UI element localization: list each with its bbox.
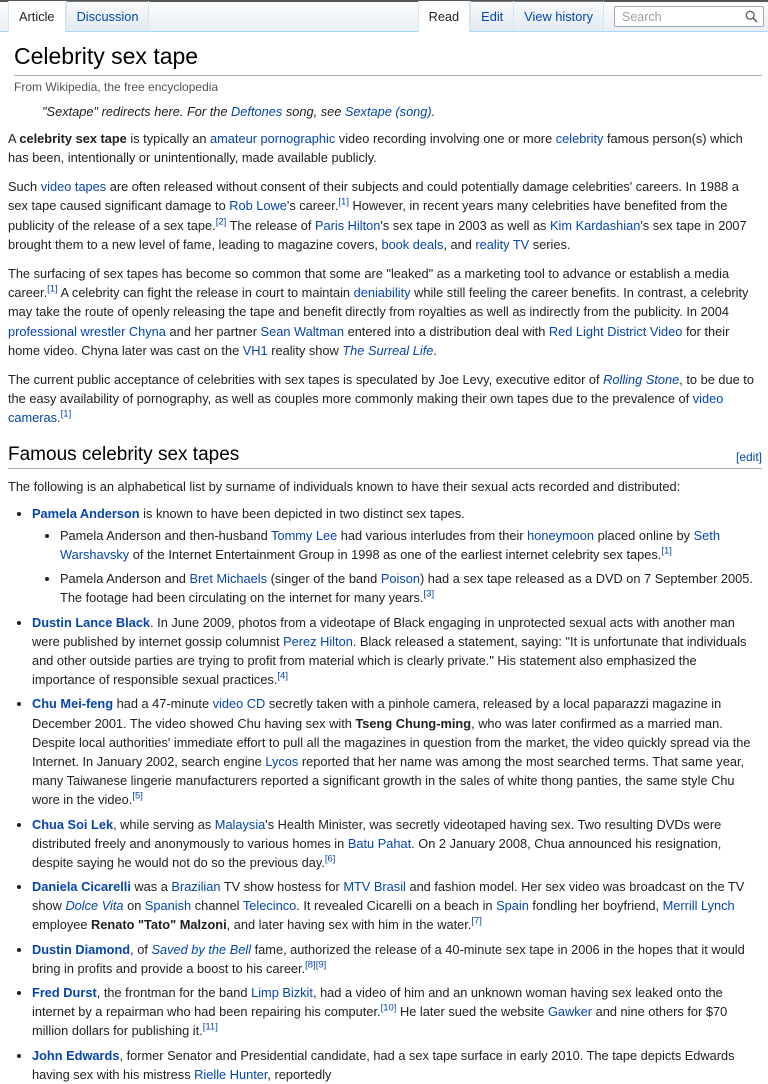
text-segment: The surfacing of sex tapes has become so common that some are "leaked" as a marketing tool to advance or establish a media career.: [8, 266, 730, 301]
list-item: [32, 815, 762, 873]
article-paragraph-4: [8, 370, 762, 428]
text-segment: Tseng Chung-ming: [355, 715, 472, 731]
wiki-link[interactable]: Daniela Cicarelli: [32, 879, 131, 895]
wiki-link[interactable]: deniability: [353, 285, 411, 301]
reference-link[interactable]: [6]: [324, 853, 336, 865]
text-segment: A: [8, 130, 20, 146]
wiki-link[interactable]: Rolling Stone: [603, 371, 680, 387]
wiki-link[interactable]: Rielle Hunter: [194, 1066, 268, 1082]
wiki-link[interactable]: The Surreal Life: [342, 342, 434, 358]
wiki-link[interactable]: Sean Waltman: [260, 323, 345, 339]
text-segment: . In June 2009, photos from a videotape of Black engaging in unprotected sexual acts with another man were published by internet gossip columnist: [32, 614, 735, 649]
reference-link[interactable]: [1]: [47, 283, 58, 295]
article-paragraph-3: [8, 264, 762, 360]
text-segment: on: [123, 898, 145, 914]
text-segment: .: [57, 410, 61, 426]
wiki-link[interactable]: amateur pornographic: [210, 130, 336, 146]
text-segment: is typically an: [126, 130, 211, 146]
section-heading: [8, 444, 762, 469]
wiki-link[interactable]: John Edwards: [32, 1047, 120, 1063]
wiki-link[interactable]: Tommy Lee: [271, 527, 338, 543]
text-segment: . Black released a statement, saying: "It is unfortunate that individuals and other outside parties are trying to profit from material which is clearly private." His statement also emphasized the importance of responsible sexual practices.: [32, 633, 747, 688]
hatnote: [42, 104, 762, 119]
sub-list-item-text: [60, 528, 720, 562]
text-segment: and fashion model. Her sex video was broadcast on the TV show: [32, 879, 745, 914]
sub-list-item: [60, 569, 762, 607]
wiki-link[interactable]: Deftones: [231, 103, 283, 119]
text-segment: Pamela Anderson and then-husband: [60, 527, 272, 543]
search-box[interactable]: [614, 6, 764, 27]
page-tab-bar: [0, 2, 768, 32]
text-segment: , of: [130, 941, 152, 957]
wiki-link[interactable]: Telecinco: [242, 898, 297, 914]
text-segment: , reportedly: [267, 1066, 332, 1082]
wiki-link[interactable]: Spanish: [144, 898, 192, 914]
list-item-text: [32, 506, 465, 521]
list-item: [32, 983, 762, 1041]
section-edit-link[interactable]: [edit]: [735, 449, 762, 464]
wiki-link[interactable]: Bret Michaels: [189, 571, 268, 587]
text-segment: , to be due to the easy availability of pornography, as well as couples more commonly making their own tapes due to the prevalence of: [8, 371, 754, 407]
text-segment: had a 47-minute: [113, 696, 213, 712]
text-segment: and nine others for $70 million dollars for publishing it.: [32, 1004, 728, 1039]
wiki-link[interactable]: professional wrestler: [8, 323, 126, 339]
reference-link[interactable]: [2]: [215, 216, 227, 228]
text-segment: TV show hostess for: [220, 879, 344, 895]
wiki-link[interactable]: Pamela Anderson: [32, 505, 140, 521]
text-segment: , and later having sex with him in the water.: [226, 917, 472, 933]
list-intro: The following is an alphabetical list by surname of individuals known to have their sexual acts recorded and distributed:: [8, 478, 681, 494]
wiki-link[interactable]: Limp Bizkit: [251, 985, 313, 1001]
tab-edit[interactable]: Edit: [470, 1, 513, 31]
text-segment: The current public acceptance of celebrities with sex tapes is speculated by Joe Levy, executive editor of: [8, 371, 604, 387]
text-segment: entered into a distribution deal with: [344, 323, 549, 339]
wiki-link[interactable]: book deals: [381, 236, 444, 252]
wiki-link[interactable]: Chua Soi Lek: [32, 816, 114, 832]
wiki-link[interactable]: Spain: [496, 898, 529, 914]
text-segment: A celebrity can fight the release in court to maintain: [57, 285, 354, 301]
text-segment: and her partner: [165, 323, 261, 339]
wiki-link[interactable]: Saved by the Bell: [151, 941, 252, 957]
wiki-link[interactable]: Dustin Lance Black: [32, 614, 151, 630]
wiki-link[interactable]: video cameras: [8, 391, 724, 426]
list-item: [32, 694, 762, 809]
reference-link[interactable]: [1]: [338, 197, 349, 209]
list-item-text: [32, 1048, 735, 1082]
reference-link[interactable]: [3]: [423, 589, 435, 601]
sub-list-item: [60, 526, 762, 564]
list-item-text: [32, 817, 721, 870]
wiki-link[interactable]: video CD: [212, 696, 266, 712]
reference-link[interactable]: [8][9]: [305, 959, 327, 971]
wiki-link[interactable]: Lycos: [265, 753, 299, 769]
wiki-link[interactable]: Merrill Lynch: [662, 898, 735, 914]
tab-read[interactable]: Read: [418, 1, 471, 32]
text-segment: 's Health Minister, was secretly videotaped having sex. Two resulting DVDs were distributed freely and anonymously to various homes in: [32, 816, 722, 851]
text-segment: had various interludes from their: [337, 527, 528, 543]
text-segment: , former Senator and Presidential candidate, had a sex tape surface in early 2010. The tape depicts Edwards having sex with his mistress: [32, 1047, 735, 1082]
wiki-link[interactable]: VH1: [242, 342, 268, 358]
list-item-text: [32, 615, 746, 688]
text-segment: . It revealed Cicarelli on a beach in: [296, 898, 497, 914]
text-segment: Pamela Anderson and: [60, 571, 190, 587]
text-segment: The release of: [226, 217, 315, 233]
wiki-link[interactable]: Seth Warshavsky: [60, 527, 720, 563]
reference-link[interactable]: [4]: [277, 670, 288, 682]
wiki-link[interactable]: Kim Kardashian: [550, 217, 641, 233]
search-icon[interactable]: [745, 10, 758, 23]
famous-list: [8, 504, 762, 1084]
text-segment: .: [433, 342, 437, 358]
sub-list-item-text: [60, 571, 753, 605]
wiki-link[interactable]: Chu Mei-feng: [32, 696, 114, 712]
list-item: [32, 504, 762, 608]
namespace-tabs: [8, 1, 149, 31]
wiki-link[interactable]: Perez Hilton: [283, 633, 353, 649]
wiki-link[interactable]: celebrity: [555, 130, 604, 146]
text-segment: for their home video. Chyna later was cast on the: [8, 323, 730, 358]
text-segment: while still feeling the career benefits. In contrast, a celebrity may take the route of openly releasing the tape and benefit directly from royalties as well as indirectly from the publicity. In 2004: [8, 285, 749, 320]
reference-link[interactable]: [5]: [132, 791, 143, 803]
wiki-link[interactable]: reality TV: [475, 236, 530, 252]
wiki-link[interactable]: Paris Hilton: [314, 217, 381, 233]
list-item: [32, 940, 762, 978]
text-segment: He later sued the website: [396, 1004, 548, 1020]
wiki-link[interactable]: MTV Brasil: [343, 879, 406, 895]
reference-link[interactable]: [7]: [471, 916, 482, 928]
text-segment: Renato "Tato" Malzoni: [91, 917, 227, 933]
page-title: Celebrity sex tape: [14, 42, 762, 76]
article-paragraph-1: [8, 129, 762, 167]
text-segment: reported that her name was among the most searched terms. That same year, many Taiwanese lingerie manufacturers reported a significant growth in the sales of white thong panties, the same style Chu wore in the video.: [32, 753, 745, 808]
text-segment: reality show: [267, 342, 343, 358]
section-heading-text: Famous celebrity sex tapes: [8, 443, 240, 465]
wiki-link[interactable]: video tapes: [40, 179, 107, 195]
text-segment: channel: [191, 898, 243, 914]
article-paragraph-2: [8, 177, 762, 254]
wiki-link[interactable]: Malaysia: [214, 816, 266, 832]
wiki-link[interactable]: Red Light District Video: [548, 323, 683, 339]
text-segment: , while serving as: [113, 816, 215, 832]
text-segment: However, in recent years many celebrities have benefited from the publicity of the release of a sex tape.: [8, 198, 728, 233]
text-segment: "Sextape" redirects here. For the: [42, 103, 232, 119]
text-segment: famous person(s) which has been, intentionally or unintentionally, made available publicly.: [8, 130, 743, 166]
list-item: [32, 613, 762, 690]
text-segment: fame, authorized the release of a 40-minute sex tape in 2006 in the hopes that it would bring in profits and provide a boost to his career.: [32, 941, 745, 976]
text-segment: of the Internet Entertainment Group in 1998 as one of the earliest internet celebrity sex tapes.: [129, 547, 662, 563]
list-item: [32, 1046, 762, 1084]
text-segment: ) had a sex tape released as a DVD on 7 September 2005. The footage had been circulating on the internet for many years.: [60, 571, 753, 606]
wiki-link[interactable]: Gawker: [547, 1004, 593, 1020]
reference-link[interactable]: [1]: [661, 545, 672, 557]
text-segment: was a: [130, 879, 172, 895]
text-segment: , had a video of him and an unknown woman having sex leaked onto the internet by a repairman who had been repairing his computer.: [32, 985, 723, 1020]
text-segment: fondling her boyfriend,: [528, 898, 663, 914]
tab-article[interactable]: Article: [8, 1, 66, 32]
text-segment: song, see: [282, 103, 345, 119]
reference-link[interactable]: [11]: [202, 1022, 218, 1034]
wiki-link[interactable]: Poison: [380, 571, 420, 587]
text-segment: 's sex tape in 2003 as well as: [380, 217, 551, 233]
wiki-link[interactable]: Rob Lowe: [229, 198, 287, 214]
wiki-link[interactable]: Brazilian: [171, 879, 221, 895]
text-segment: celebrity sex tape: [19, 130, 127, 146]
text-segment: (singer of the band: [267, 571, 381, 587]
text-segment: , the frontman for the band: [96, 985, 252, 1001]
wiki-link[interactable]: Dolce Vita: [65, 898, 124, 914]
wiki-link[interactable]: Fred Durst: [32, 985, 97, 1001]
sub-list: [32, 526, 762, 608]
view-controls: [418, 1, 768, 31]
text-segment: . On 2 January 2008, Chua announced his resignation, despite saying he would not do so the previous day.: [32, 835, 722, 870]
reference-link[interactable]: [1]: [60, 409, 72, 421]
text-segment: , and: [443, 236, 476, 252]
list-item-text: [32, 942, 745, 976]
text-segment: employee: [32, 917, 92, 933]
view-tabs: [418, 1, 604, 31]
text-segment: series.: [529, 236, 571, 252]
wiki-link[interactable]: honeymoon: [527, 527, 595, 543]
tab-view-history[interactable]: View history: [513, 1, 604, 31]
search-input[interactable]: [620, 9, 745, 25]
wiki-link[interactable]: Dustin Diamond: [32, 941, 131, 957]
text-segment: video recording involving one or more: [335, 130, 556, 146]
text-segment: .: [431, 103, 436, 119]
list-item: [32, 877, 762, 935]
text-segment: Such: [8, 179, 41, 195]
site-subtitle: From Wikipedia, the free encyclopedia: [14, 79, 219, 94]
list-item-text: [32, 879, 744, 932]
tab-discussion[interactable]: Discussion: [66, 1, 150, 31]
reference-link[interactable]: [10]: [380, 1002, 397, 1014]
text-segment: 's career.: [286, 198, 339, 214]
list-item-text: [32, 985, 727, 1038]
text-segment: 's sex tape in 2007 brought them to a new level of fame, leading to magazine covers,: [8, 217, 747, 252]
text-segment: are often released without consent of their subjects and could potentially damage celebrities' careers. In 1988 a sex tape caused significant damage to: [8, 179, 739, 214]
article-content: [0, 32, 768, 1084]
wiki-link[interactable]: Batu Pahat: [347, 835, 412, 851]
text-segment: secretly taken with a pinhole camera, released by a local paparazzi magazine in December 2001. The video showed Chu having sex with: [32, 696, 722, 731]
text-segment: is known to have been depicted in two distinct sex tapes.: [139, 505, 465, 521]
wiki-link[interactable]: Sextape (song): [344, 103, 432, 119]
wiki-link[interactable]: Chyna: [128, 323, 166, 339]
list-item-text: [32, 696, 751, 807]
text-segment: , who was later confirmed as a married man. Despite local authorities' immediate effort to pull all the magazines in question from the market, the video quickly spread via the Internet. In January 2002, search engine: [32, 715, 751, 769]
text-segment: placed online by: [594, 527, 694, 543]
